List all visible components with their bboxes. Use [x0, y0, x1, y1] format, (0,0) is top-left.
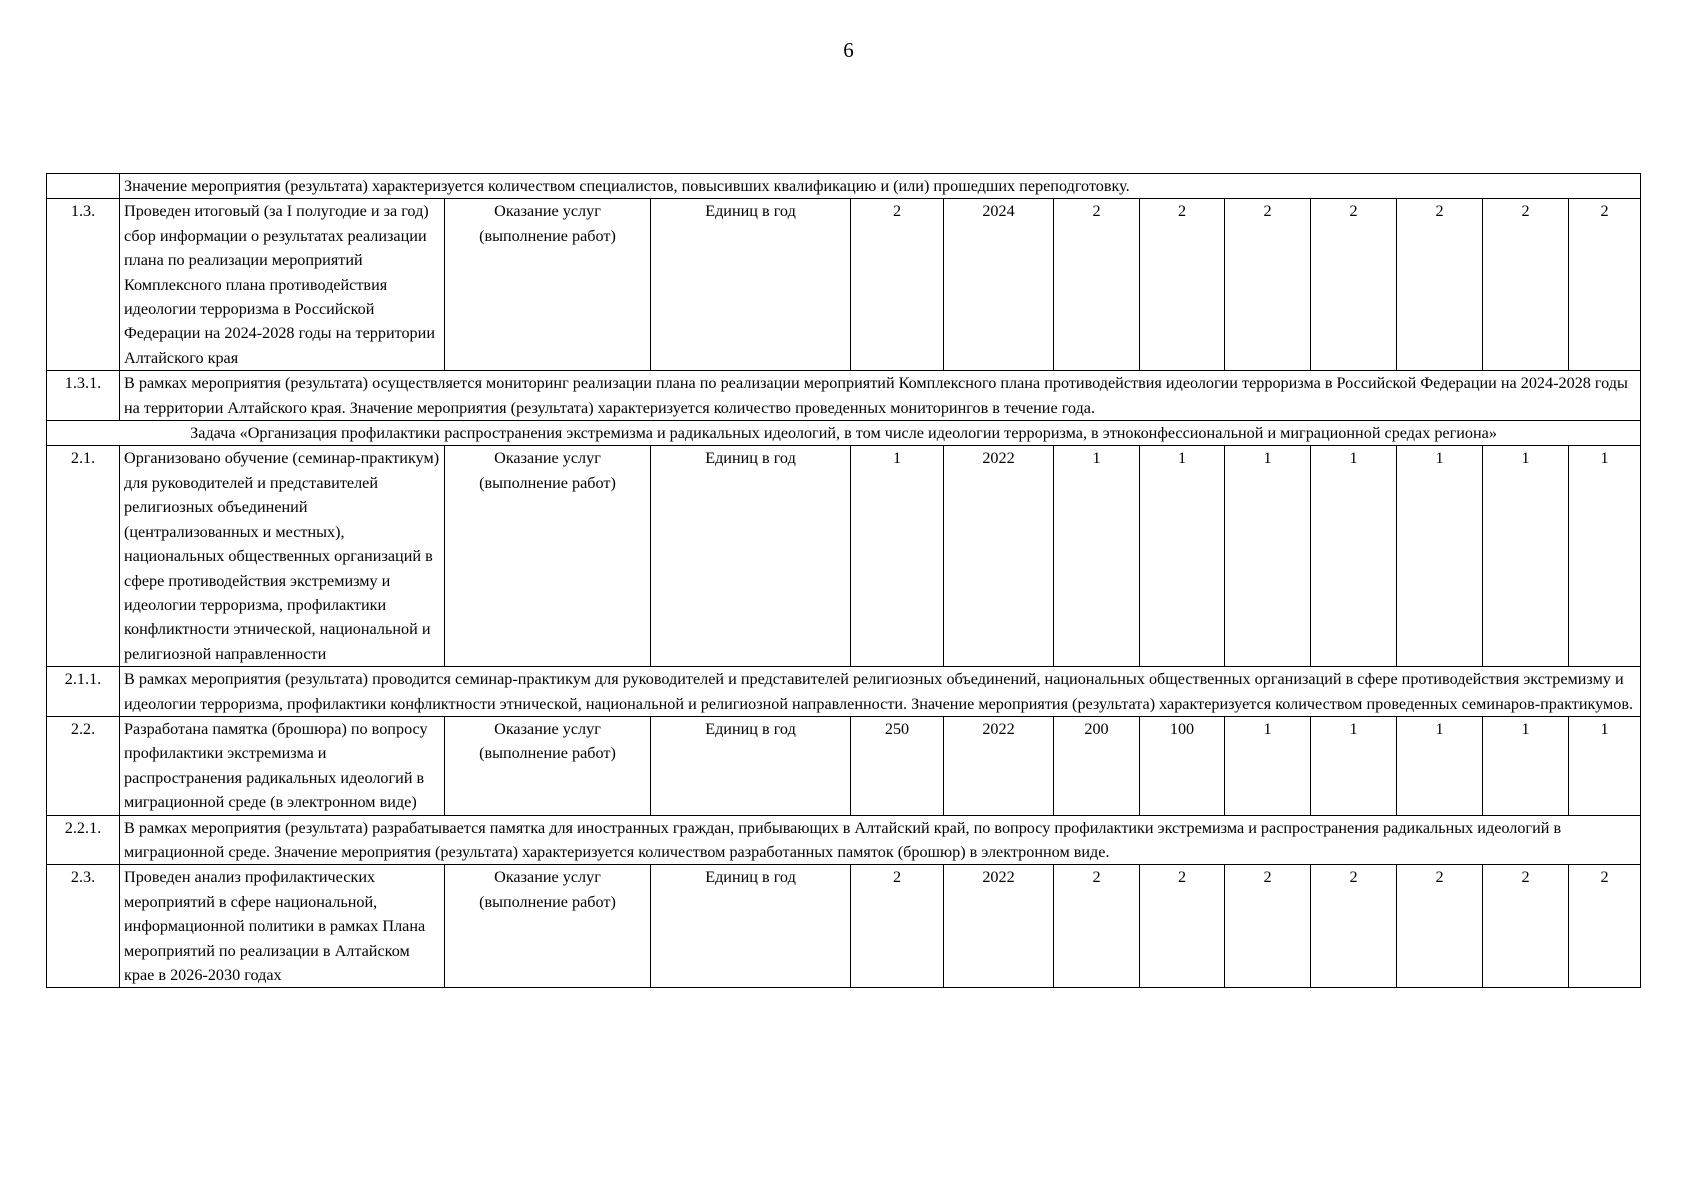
base-value: 250	[851, 716, 944, 815]
page-number: 6	[843, 38, 854, 62]
description-row	[47, 174, 1641, 199]
value-year-4: 1	[1311, 716, 1397, 815]
result-row	[47, 199, 1641, 371]
value-year-5: 1	[1397, 446, 1483, 667]
row-number: 1.3.1.	[47, 371, 120, 421]
value-year-7: 2	[1569, 199, 1641, 371]
value-year-2: 1	[1140, 446, 1225, 667]
description-text: В рамках мероприятия (результата) проводится семинар-практикум для руководителей и представителей религиозных объединений, национальных общественных организаций в сфере противодействия экстремизму и идеологии терроризма, профилактики конфликтности этнической, национальной и религиозной направленности. Значение мероприятия (результата) характеризуется количеством проведенных семинаров-практикумов.	[120, 667, 1641, 717]
result-name: Организовано обучение (семинар-практикум) для руководителей и представителей религиозных объединений (централизованных и местных), национальных общественных организаций в сфере противодействия экстремизму и идеологии терроризма, профилактики конфликтности этнической, национальной и религиозной направленности	[120, 446, 445, 667]
base-year: 2022	[944, 865, 1054, 988]
task-title: Задача «Организация профилактики распространения экстремизма и радикальных идеологий, в том числе идеологии терроризма, в этноконфессиональной и миграционной средах региона»	[47, 421, 1641, 446]
result-name: Проведен анализ профилактических мероприятий в сфере национальной, информационной политики в рамках Плана мероприятий по реализации в Алтайском крае в 2026-2030 годах	[120, 865, 445, 988]
value-year-6: 1	[1483, 446, 1569, 667]
value-year-2: 2	[1140, 865, 1225, 988]
result-name: Разработана памятка (брошюра) по вопросу профилактики экстремизма и распространения радикальных идеологий в миграционной среде (в электронном виде)	[120, 716, 445, 815]
description-row	[47, 371, 1641, 421]
value-year-7: 1	[1569, 716, 1641, 815]
value-year-4: 2	[1311, 199, 1397, 371]
value-year-5: 2	[1397, 865, 1483, 988]
value-year-6: 1	[1483, 716, 1569, 815]
result-row	[47, 865, 1641, 988]
value-year-2: 100	[1140, 716, 1225, 815]
row-number: 2.2.1.	[47, 815, 120, 865]
result-type: Оказание услуг (выполнение работ)	[445, 199, 651, 371]
result-row	[47, 716, 1641, 815]
result-type: Оказание услуг (выполнение работ)	[445, 716, 651, 815]
result-type: Оказание услуг (выполнение работ)	[445, 446, 651, 667]
value-year-6: 2	[1483, 199, 1569, 371]
row-number: 2.1.	[47, 446, 120, 667]
row-number	[47, 174, 120, 199]
base-year: 2022	[944, 446, 1054, 667]
table-body	[47, 174, 1641, 988]
unit-of-measure: Единиц в год	[651, 716, 851, 815]
value-year-5: 1	[1397, 716, 1483, 815]
result-name: Проведен итоговый (за I полугодие и за год) сбор информации о результатах реализации плана по реализации мероприятий Комплексного плана противодействия идеологии терроризма в Российской Федерации на 2024-2028 годы на территории Алтайского края	[120, 199, 445, 371]
base-year: 2024	[944, 199, 1054, 371]
description-row	[47, 815, 1641, 865]
description-text: В рамках мероприятия (результата) осуществляется мониторинг реализации плана по реализации мероприятий Комплексного плана противодействия идеологии терроризма в Российской Федерации на 2024-2028 годы на территории Алтайского края. Значение мероприятия (результата) характеризуется количество проведенных мониторингов в течение года.	[120, 371, 1641, 421]
value-year-4: 2	[1311, 865, 1397, 988]
value-year-5: 2	[1397, 199, 1483, 371]
value-year-6: 2	[1483, 865, 1569, 988]
result-row	[47, 446, 1641, 667]
value-year-3: 1	[1225, 716, 1311, 815]
description-text: Значение мероприятия (результата) характеризуется количеством специалистов, повысивших квалификацию и (или) прошедших переподготовку.	[120, 174, 1641, 199]
value-year-7: 2	[1569, 865, 1641, 988]
task-row	[47, 421, 1641, 446]
base-value: 2	[851, 199, 944, 371]
value-year-1: 200	[1054, 716, 1140, 815]
base-value: 1	[851, 446, 944, 667]
unit-of-measure: Единиц в год	[651, 865, 851, 988]
results-table	[46, 173, 1641, 988]
value-year-3: 2	[1225, 199, 1311, 371]
value-year-1: 2	[1054, 865, 1140, 988]
value-year-1: 1	[1054, 446, 1140, 667]
row-number: 2.1.1.	[47, 667, 120, 717]
unit-of-measure: Единиц в год	[651, 446, 851, 667]
value-year-7: 1	[1569, 446, 1641, 667]
base-year: 2022	[944, 716, 1054, 815]
value-year-1: 2	[1054, 199, 1140, 371]
value-year-2: 2	[1140, 199, 1225, 371]
row-number: 2.3.	[47, 865, 120, 988]
description-row	[47, 667, 1641, 717]
row-number: 1.3.	[47, 199, 120, 371]
value-year-3: 2	[1225, 865, 1311, 988]
value-year-3: 1	[1225, 446, 1311, 667]
unit-of-measure: Единиц в год	[651, 199, 851, 371]
result-type: Оказание услуг (выполнение работ)	[445, 865, 651, 988]
base-value: 2	[851, 865, 944, 988]
description-text: В рамках мероприятия (результата) разрабатывается памятка для иностранных граждан, прибывающих в Алтайский край, по вопросу профилактики экстремизма и распространения радикальных идеологий в миграционной среде. Значение мероприятия (результата) характеризуется количеством разработанных памяток (брошюр) в электронном виде.	[120, 815, 1641, 865]
row-number: 2.2.	[47, 716, 120, 815]
value-year-4: 1	[1311, 446, 1397, 667]
